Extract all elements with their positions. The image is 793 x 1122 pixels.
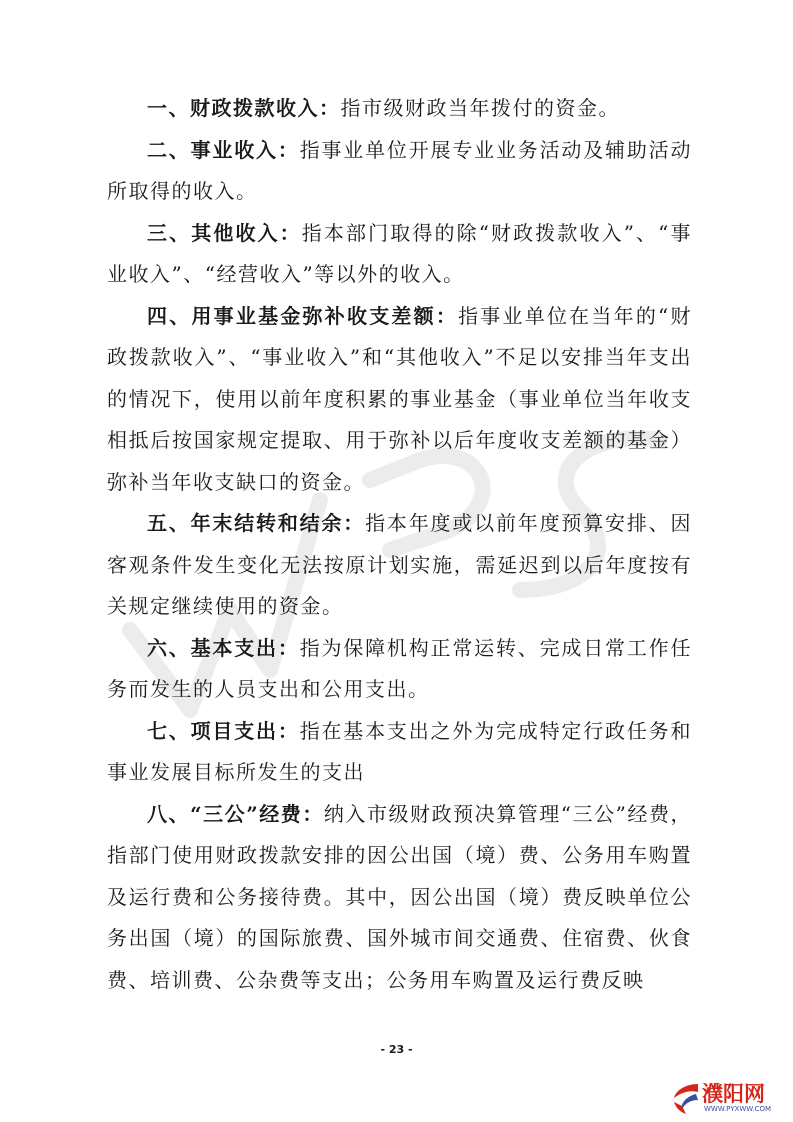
term-definition: 指市级财政当年拨付的资金。 — [340, 96, 620, 120]
term-definition: 指事业单位开展专业业务活动及辅助活动所取得的收入。 — [107, 137, 692, 203]
term-label: 五、年末结转和结余： — [147, 511, 366, 535]
term-definition: 纳入市级财政预决算管理“三公”经费，指部门使用财政拨款安排的因公出国（境）费、公务用车购置及运行费和公务接待费。其中，因公出国（境）费反映单位公务出国（境）的国际旅费、国外城市间交通费、住宿费、伙食费、培训费、公杂费等支出；公务用车购置及运行费反映 — [107, 801, 692, 992]
term-label: 六、基本支出： — [147, 635, 300, 660]
site-url: WWW.PYXWW.COM — [704, 1105, 772, 1113]
term-definition: 指在基本支出之外为完成特定行政任务和事业发展目标所发生的支出 — [107, 718, 692, 784]
term-label: 八、“三公”经费： — [147, 801, 324, 826]
term-label: 三、其他收入： — [147, 220, 302, 245]
paragraph-business-fund-offset — [107, 296, 692, 504]
term-label: 七、项目支出： — [147, 718, 300, 743]
term-label: 二、事业收入： — [147, 137, 300, 162]
paragraph-fiscal-appropriation-income — [107, 88, 692, 130]
paragraph-three-public-expenses — [107, 794, 692, 1002]
page-number: - 23 - — [380, 1043, 413, 1056]
document-body — [107, 88, 692, 1001]
paragraph-year-end-carryover — [107, 503, 692, 628]
term-label: 四、用事业基金弥补收支差额： — [147, 303, 459, 328]
paragraph-basic-expenditure — [107, 628, 692, 711]
paragraph-business-income — [107, 130, 692, 213]
term-label: 一、财政拨款收入： — [147, 96, 341, 120]
term-definition: 指本部门取得的除“财政拨款收入”、“事业收入”、“经营收入”等以外的收入。 — [107, 220, 692, 286]
paragraph-project-expenditure — [107, 711, 692, 794]
term-definition: 指本年度或以前年度预算安排、因客观条件发生变化无法按原计划实施，需延迟到以后年度按有关规定继续使用的资金。 — [107, 511, 692, 618]
term-definition: 指事业单位在当年的“财政拨款收入”、“事业收入”和“其他收入”不足以安排当年支出的情况下，使用以前年度积累的事业基金（事业单位当年收支相抵后按国家规定提取、用于弥补以后年度收支差额的基金）弥补当年收支缺口的资金。 — [107, 303, 692, 494]
site-name: 濮阳网 — [702, 1082, 765, 1106]
swoosh-logo-icon — [668, 1080, 702, 1116]
paragraph-other-income — [107, 213, 692, 296]
site-logo[interactable] — [668, 1078, 790, 1118]
term-definition: 指为保障机构正常运转、完成日常工作任务而发生的人员支出和公用支出。 — [107, 635, 692, 701]
